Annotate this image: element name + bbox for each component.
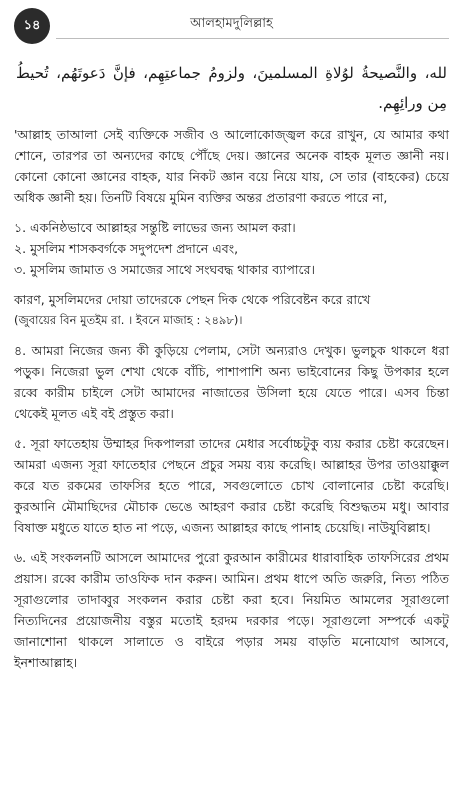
list-item: ১. একনিষ্ঠভাবে আল্লাহর সন্তুষ্টি লাভের জন্য আমল করা।: [14, 220, 296, 235]
reference-line: (জুবায়ের বিন মুতইম রা. । ইবনে মাজাহ : ২৪৯৮)।: [14, 313, 243, 327]
arabic-hadith-text: لله، والنَّصيحةُ لوُلاةِ المسلمينَ، ولزومُ جماعتِهِم، فإنَّ دَعوتَهُم، تُحيطُ مِن ورائِهِم.: [16, 64, 447, 112]
point-6-paragraph: ৬. এই সংকলনটি আসলে আমাদের পুরো কুরআন কারীমের ধারাবাহিক তাফসিরের প্রথম প্রয়াস। রব্বে কারীম তাওফিক দান করুন। আমিন। প্রথম ধাপে অতি জরুরি, নিত্য পঠিত সূরাগুলোর তাদাব্বুর সংকলন করার চেষ্টা করা হবে। নিয়মিত আমলের সূরাগুলো নিত্যদিনের প্রয়োজনীয় বস্তুর মতোই হরদম দরকার পড়ে। সূরাগুলো সম্পর্কে একটু জানাশোনা থাকলে সালাতে ও বাইরে পড়ার সময় বাড়তি মনোযোগ আসবে, ইনশাআল্লাহ।: [14, 550, 449, 670]
reason-text: কারণ, মুসলিমদের দোয়া তাদেরকে পেছন দিক থেকে পরিবেষ্টন করে রাখে: [14, 292, 371, 307]
header-divider: [56, 38, 449, 39]
three-points-list: [14, 217, 449, 280]
intro-paragraph: 'আল্লাহ তাআলা সেই ব্যক্তিকে সজীব ও আলোকোজ্জ্বল করে রাখুন, যে আমার কথা শোনে, তারপর তা অন্যদের কাছে পৌঁছে দেয়। জ্ঞানের অনেক বাহক মূলত জ্ঞানী নয়। কোনো কোনো জ্ঞানের বাহক, যার নিকট জ্ঞান বয়ে নিয়ে যায়, সে তার (বাহকের) চেয়ে অধিক জ্ঞানী হয়। তিনটি বিষয়ে মুমিন ব্যক্তির অন্তর প্রতারণা করতে পারে না,: [14, 127, 449, 205]
list-item: ২. মুসলিম শাসকবর্গকে সদুপদেশ প্রদানে এবং,: [14, 241, 239, 256]
running-header-title: আলহামদুলিল্লাহ: [190, 16, 273, 31]
list-item: ৩. মুসলিম জামাত ও সমাজের সাথে সংঘবদ্ধ থাকার ব্যাপারে।: [14, 262, 315, 277]
page-number: ১৪: [23, 17, 41, 33]
point-5-paragraph: ৫. সূরা ফাতেহায় উম্মাহর দিকপালরা তাদের মেধার সর্বোচ্চটুকু ব্যয় করার চেষ্টা করেছেন। আমরা এজন্য সূরা ফাতেহার পেছনে প্রচুর সময় ব্যয় করেছি। আল্লাহর উপর তাওয়াক্কুল করে যত রকমের তাফসির হতে পারে, সবগুলোতে চোখ বোলানোর চেষ্টা করেছি। কুরআনি মৌমাছিদের মৌচাক ভেঙে আহরণ করার চেষ্টা করেছি বিশুদ্ধতম মধু। আবার বিষাক্ত মধুতে যাতে হাত না পড়ে, এজন্য আল্লাহর কাছে পানাহ চেয়েছি। নাউযুবিল্লাহ।: [14, 436, 449, 535]
reason-paragraph: [14, 289, 449, 310]
point-4-paragraph: ৪. আমরা নিজের জন্য কী কুড়িয়ে পেলাম, সেটা অন্যরাও দেখুক। ভুলচুক থাকলে ধরা পড়ুক। নিজেরা ভুল শেখা থেকে বাঁচি, পাশাপাশি অন্য ভাইবোনের কিছু উপকার হলে রব্বে কারীম চাইলে সেটা আমাদের নাজাতের উসিলা হয়ে যেতে পারে। এসব চিন্তা থেকেই মূলত এই বই প্রস্তুত করা।: [14, 343, 449, 421]
page-body: [14, 124, 449, 682]
